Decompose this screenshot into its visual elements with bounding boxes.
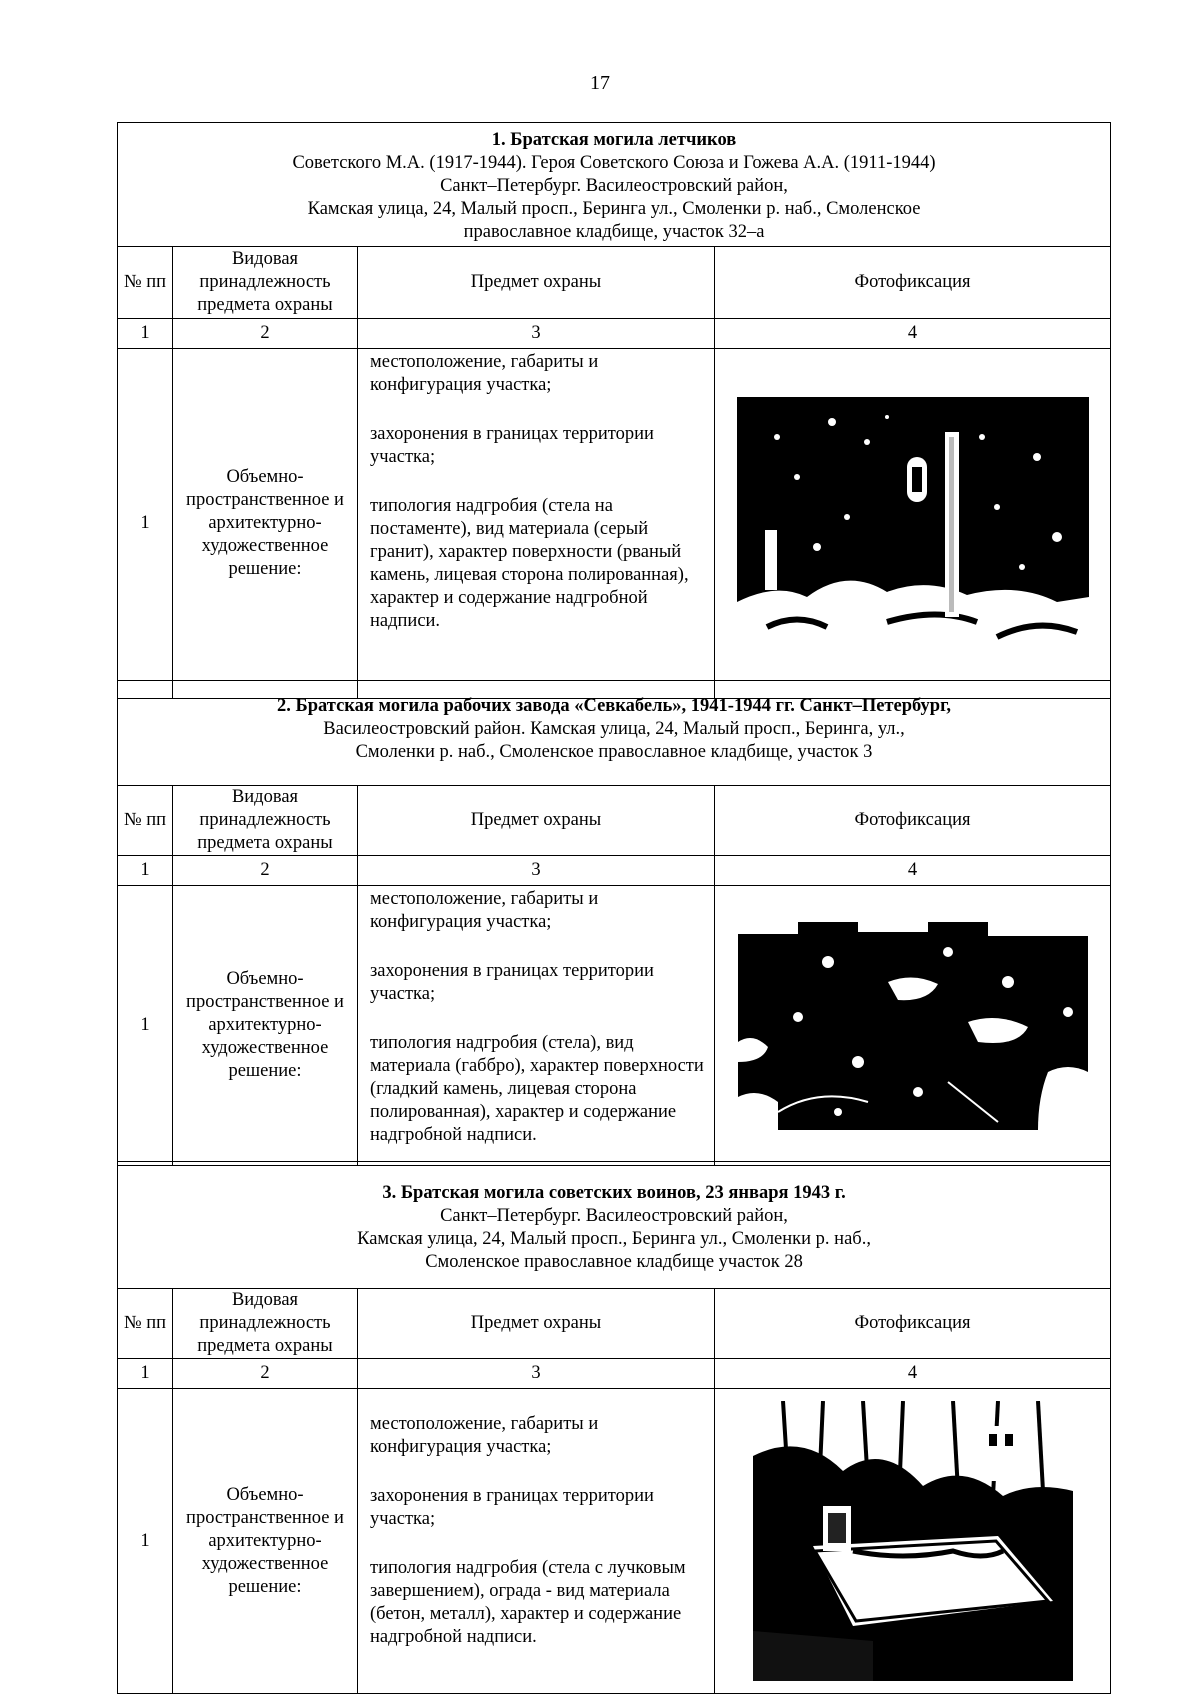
- subject-item: местоположение, габариты и конфигурация участка;: [370, 352, 599, 395]
- section-title-line: Санкт–Петербург. Василеостровский район,: [440, 176, 788, 196]
- header-photo: Фотофиксация: [715, 247, 1111, 319]
- protection-subject: [358, 349, 715, 699]
- subject-item: местоположение, габариты и конфигурация участка;: [370, 1414, 599, 1457]
- section-title-line: Камская улица, 24, Малый просп., Беринга ул., Смоленки р. наб., Смоленское: [307, 199, 921, 219]
- section-title-line: Советского М.А. (1917-1944). Героя Советского Союза и Гожева А.А. (1911-1944): [292, 153, 936, 173]
- section-table-2: [117, 680, 1111, 1166]
- section-title-bold: 3. Братская могила советских воинов, 23 января 1943 г.: [382, 1183, 846, 1203]
- header-subject: Предмет охраны: [358, 786, 715, 856]
- section-title-line: Камская улица, 24, Малый просп., Беринга ул., Смоленки р. наб.,: [357, 1229, 871, 1249]
- section-title-bold: 1. Братская могила летчиков: [491, 130, 737, 150]
- photo-cell: [715, 349, 1111, 699]
- grave-photo: [737, 397, 1089, 650]
- subject-item: захоронения в границах территории участка;: [370, 424, 654, 467]
- header-subject: Предмет охраны: [358, 247, 715, 319]
- photo-cell: [715, 1389, 1111, 1694]
- header-num: № пп: [118, 1289, 173, 1359]
- header-type: Видовая принадлежность предмета охраны: [173, 1289, 358, 1359]
- col-index-3: 3: [358, 319, 715, 349]
- section-title-line: Смоленки р. наб., Смоленское православное кладбище, участок 3: [355, 742, 873, 762]
- subject-item: типология надгробия (стела с лучковым завершением), ограда - вид материала (бетон, металл), характер и содержание надгробной надписи.: [370, 1558, 686, 1647]
- section-title-line: Василеостровский район. Камская улица, 24, Малый просп., Беринга, ул.,: [323, 719, 905, 739]
- grave-photo: [738, 922, 1088, 1130]
- col-index-4: 4: [715, 1359, 1111, 1389]
- protection-type: Объемно-пространственное и архитектурно-художественное решение:: [173, 1389, 358, 1694]
- subject-item: типология надгробия (стела), вид материала (габбро), характер поверхности (гладкий камень, лицевая сторона полированная), характер и содержание надгробной надписи.: [370, 1033, 704, 1145]
- header-photo: Фотофиксация: [715, 1289, 1111, 1359]
- grave-photo: [753, 1401, 1073, 1681]
- protection-type: Объемно-пространственное и архитектурно-художественное решение:: [173, 349, 358, 699]
- col-index-1: 1: [118, 1359, 173, 1389]
- subject-item: захоронения в границах территории участка;: [370, 1486, 654, 1529]
- col-index-2: 2: [173, 1359, 358, 1389]
- section-title-bold: 2. Братская могила рабочих завода «Севкабель», 1941-1944 гг. Санкт–Петербург,: [276, 696, 952, 716]
- header-subject: Предмет охраны: [358, 1289, 715, 1359]
- protection-type: Объемно-пространственное и архитектурно-художественное решение:: [173, 886, 358, 1166]
- col-index-3: 3: [358, 1359, 715, 1389]
- protection-subject: [358, 886, 715, 1166]
- section-title-line: Смоленское православное кладбище участок 28: [425, 1252, 803, 1272]
- header-type: Видовая принадлежность предмета охраны: [173, 247, 358, 319]
- row-number: 1: [118, 349, 173, 699]
- col-index-4: 4: [715, 319, 1111, 349]
- section-title-line: Санкт–Петербург. Василеостровский район,: [440, 1206, 788, 1226]
- section-table-3: [117, 1161, 1111, 1694]
- header-num: № пп: [118, 786, 173, 856]
- subject-item: местоположение, габариты и конфигурация участка;: [370, 889, 599, 932]
- section-title: [118, 1162, 1111, 1289]
- header-photo: Фотофиксация: [715, 786, 1111, 856]
- subject-item: захоронения в границах территории участка;: [370, 961, 654, 1004]
- header-type: Видовая принадлежность предмета охраны: [173, 786, 358, 856]
- col-index-4: 4: [715, 856, 1111, 886]
- col-index-2: 2: [173, 856, 358, 886]
- row-number: 1: [118, 1389, 173, 1694]
- col-index-1: 1: [118, 319, 173, 349]
- col-index-2: 2: [173, 319, 358, 349]
- row-number: 1: [118, 886, 173, 1166]
- section-title: [118, 123, 1111, 247]
- section-title: [118, 681, 1111, 786]
- section-table-1: [117, 122, 1111, 699]
- photo-cell: [715, 886, 1111, 1166]
- col-index-3: 3: [358, 856, 715, 886]
- page-number: 17: [590, 72, 610, 94]
- protection-subject: [358, 1389, 715, 1694]
- header-num: № пп: [118, 247, 173, 319]
- col-index-1: 1: [118, 856, 173, 886]
- section-title-line: православное кладбище, участок 32–а: [463, 222, 765, 242]
- subject-item: типология надгробия (стела на постаменте), вид материала (серый гранит), характер поверхности (рваный камень, лицевая сторона полированная), характер и содержание надгробной надписи.: [370, 496, 689, 631]
